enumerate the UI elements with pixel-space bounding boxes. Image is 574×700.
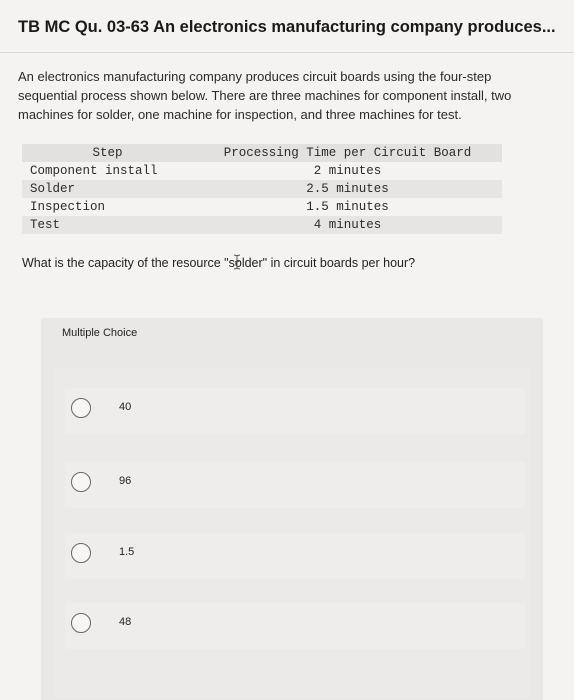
table-row — [22, 198, 502, 216]
table-cell-step: Test — [22, 216, 193, 234]
answer-option[interactable] — [65, 462, 525, 508]
table-cell-time: 4 minutes — [193, 216, 502, 234]
table-cell-step: Component install — [30, 164, 158, 178]
question-intro: An electronics manufacturing company produces circuit boards using the four-step sequential process shown below. There are three machines for component install, two machines for solder, one machine for inspection, and three machines for test. — [18, 69, 512, 122]
question-title: TB MC Qu. 03-63 An electronics manufacturing company produces... — [18, 18, 556, 36]
option-label: 1.5 — [119, 546, 135, 558]
answer-option[interactable] — [65, 533, 525, 579]
multiple-choice-panel — [41, 318, 543, 700]
table-cell-time: 1.5 minutes — [306, 200, 389, 214]
text-cursor-icon — [233, 254, 241, 273]
option-label: 96 — [119, 475, 132, 487]
answer-option[interactable] — [65, 603, 525, 649]
radio-button[interactable] — [71, 398, 91, 418]
table-cell-step: Inspection — [30, 200, 106, 214]
radio-button[interactable] — [71, 613, 91, 633]
multiple-choice-label: Multiple Choice — [62, 327, 138, 339]
table-row — [22, 180, 502, 198]
answer-option[interactable] — [65, 388, 525, 434]
table-header-step: Step — [22, 144, 193, 162]
options-list — [53, 368, 531, 698]
header-divider — [0, 52, 574, 53]
table-row — [22, 216, 502, 234]
table-cell-time: 2 minutes — [313, 164, 382, 178]
option-label: 40 — [119, 401, 132, 413]
processing-time-table — [22, 144, 502, 234]
table-cell-step: Solder — [22, 180, 193, 198]
radio-button[interactable] — [71, 472, 91, 492]
question-prompt: What is the capacity of the resource "solder" in circuit boards per hour? — [22, 256, 416, 270]
radio-button[interactable] — [71, 543, 91, 563]
table-header-row — [22, 144, 502, 162]
table-cell-time: 2.5 minutes — [193, 180, 502, 198]
table-header-time: Processing Time per Circuit Board — [193, 144, 502, 162]
option-label: 48 — [119, 616, 132, 628]
table-row — [22, 162, 502, 180]
